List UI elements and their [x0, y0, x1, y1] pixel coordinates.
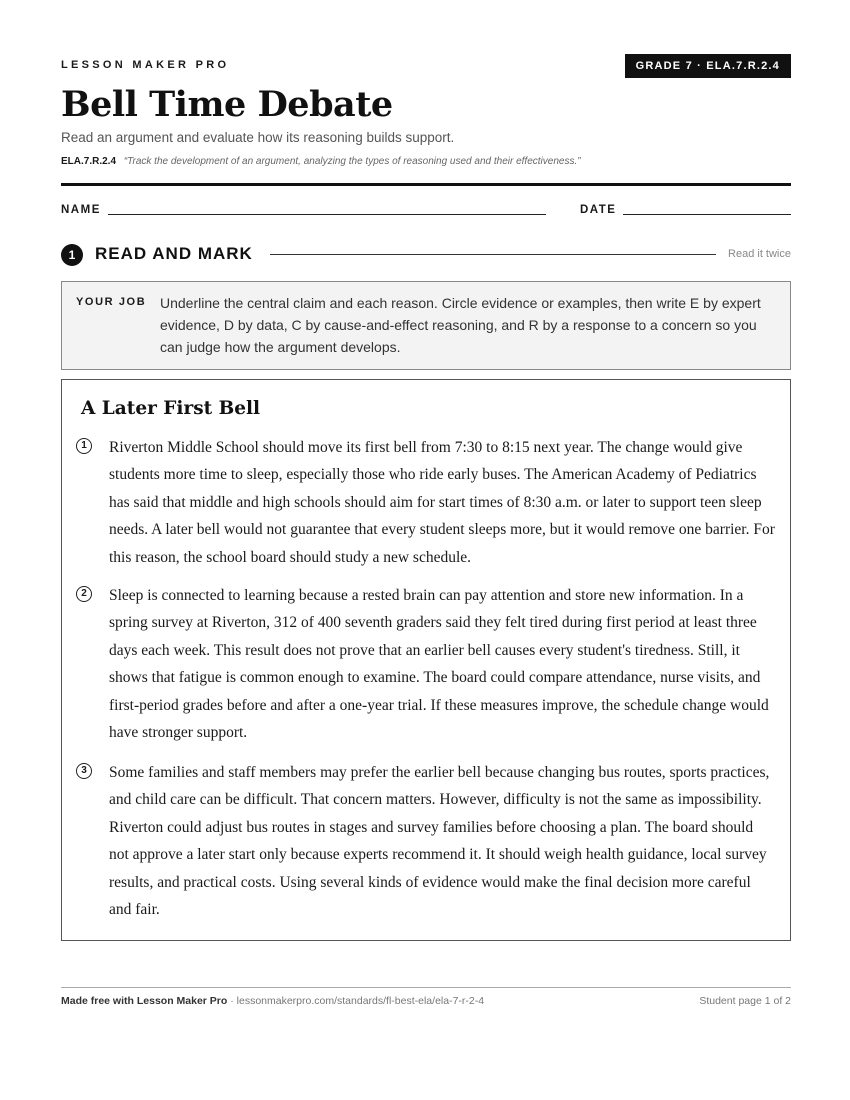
standard-text: “Track the development of an argument, analyzing the types of reasoning used and their effectiveness.”: [123, 156, 581, 167]
paragraph-text: Sleep is connected to learning because a rested brain can pay attention and store new information. In a spring survey at Riverton, 312 of 400 seventh graders said they felt tired during first period at least three days each week. This result does not prove that an earlier bell causes every student's tiredness. Still, it shows that fatigue is common enough to examine. The board could compare attendance, nurse visits, and first-period grades before and after a one-year trial. If these measures improve, the schedule change would have stronger support.: [109, 587, 769, 742]
passage-title: A Later First Bell: [81, 398, 261, 419]
section-number-badge: 1: [61, 244, 83, 266]
footer-url[interactable]: · lessonmakerpro.com/standards/fl-best-ela/ela-7-r-2-4: [230, 995, 485, 1007]
footer-divider: [61, 987, 791, 988]
section-header: [61, 243, 791, 267]
name-label: NAME: [61, 204, 101, 216]
standard-code: ELA.7.R.2.4: [61, 156, 117, 167]
paragraph-number: 1: [76, 438, 92, 454]
page-title: Bell Time Debate: [61, 84, 393, 125]
footer-made-with: Made free with Lesson Maker Pro: [61, 995, 228, 1007]
section-title: READ AND MARK: [95, 244, 253, 263]
passage-box: [61, 379, 791, 941]
section-divider: [270, 254, 716, 255]
footer-page-number: Student page 1 of 2: [699, 995, 791, 1007]
name-field-line[interactable]: [108, 214, 546, 215]
grade-badge: GRADE 7 · ELA.7.R.2.4: [625, 54, 791, 78]
instructions-text: Underline the central claim and each reason. Circle evidence or examples, then write E by expert evidence, D by data, C by cause-and-effect reasoning, and R by a response to a concern so you can judge how the argument develops.: [160, 295, 761, 355]
instructions-label: YOUR JOB: [76, 296, 147, 308]
header-bar: [61, 54, 791, 78]
date-label: DATE: [580, 204, 617, 216]
section-note: Read it twice: [728, 248, 791, 260]
instructions-box: [61, 281, 791, 370]
footer-credit: [61, 995, 484, 1007]
paragraph-number: 2: [76, 586, 92, 602]
standard-line: [61, 156, 581, 167]
page-subtitle: Read an argument and evaluate how its reasoning builds support.: [61, 130, 455, 145]
paragraph-number: 3: [76, 763, 92, 779]
brand-name: LESSON MAKER PRO: [61, 59, 230, 71]
paragraph-text: Riverton Middle School should move its first bell from 7:30 to 8:15 next year. The change would give students more time to sleep, especially those who ride early buses. The American Academy of Pediatrics has said that middle and high schools should aim for start times of 8:30 a.m. or later to support teen sleep needs. A later bell would not guarantee that every student sleeps more, but it would remove one barrier. For this reason, the school board should study a new schedule.: [109, 439, 775, 566]
paragraph-text: Some families and staff members may prefer the earlier bell because changing bus routes, sports practices, and child care can be difficult. That concern matters. However, difficulty is not the same as impossibility. Riverton could adjust bus routes in stages and survey families before choosing a plan. The board should not approve a later start only because experts recommend it. It should weigh health guidance, local survey results, and practical costs. Using several kinds of evidence would make the final decision more careful and fair.: [109, 764, 770, 919]
header-divider: [61, 183, 791, 186]
date-field-line[interactable]: [623, 214, 791, 215]
